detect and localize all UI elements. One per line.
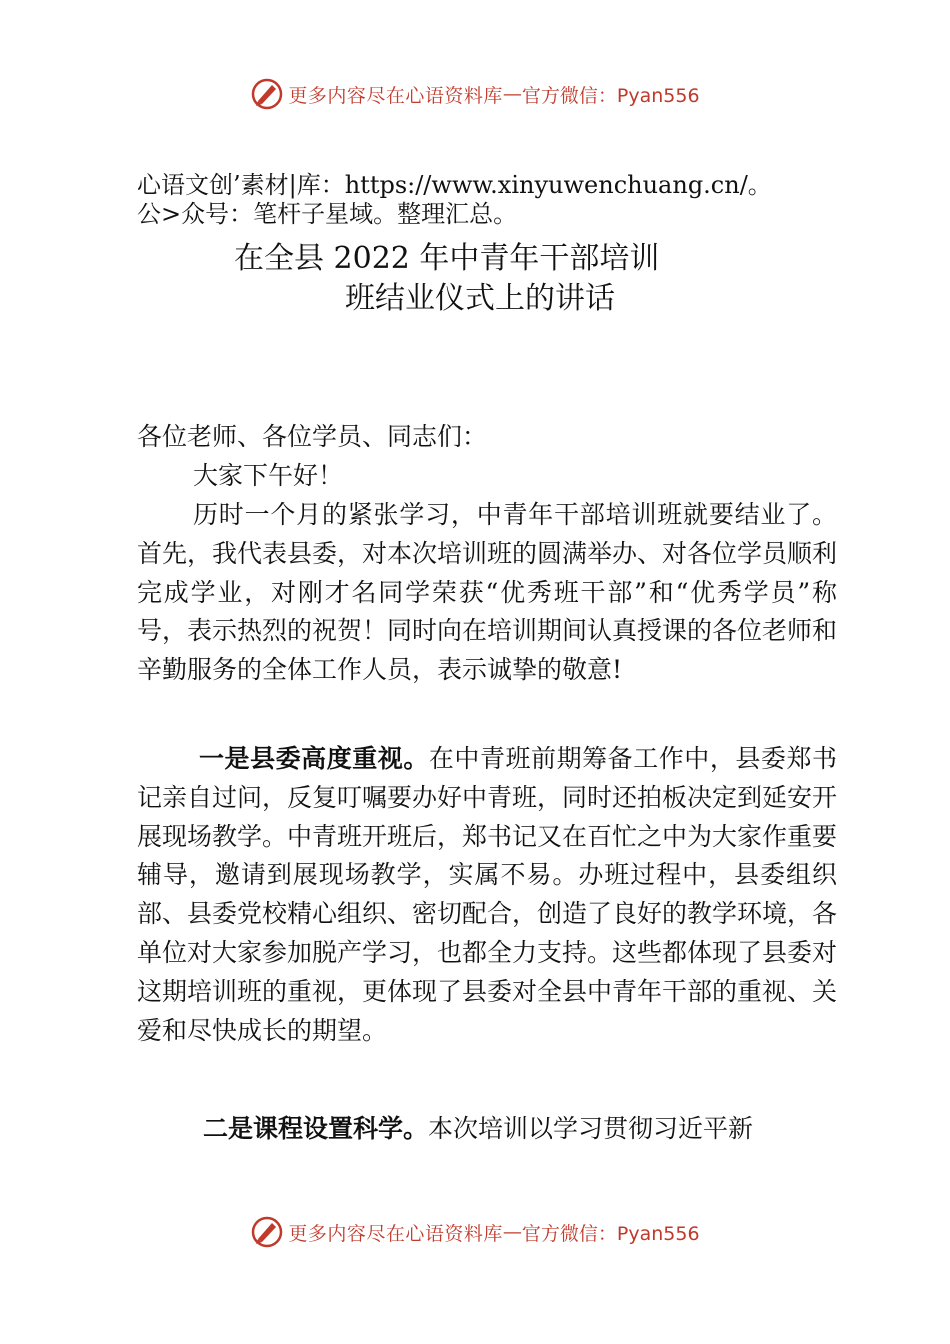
paragraph-3-text: 本次培训以学习贯彻习近平新 (428, 1114, 754, 1143)
banner-text: 更多内容尽在心语资料库 (288, 1222, 503, 1245)
footer-banner (0, 1212, 950, 1252)
pen-logo-icon (250, 77, 284, 111)
paragraph-2-heading: 一是县委高度重视。 (199, 744, 429, 773)
paragraph-2 (137, 740, 837, 1050)
banner-separator: — (502, 83, 522, 105)
banner-wechat: 官方微信：Pyan556 (521, 84, 700, 107)
paragraph-3 (137, 1110, 837, 1149)
document-title-line-1: 在全县 2022 年中青年干部培训 (234, 241, 660, 276)
paragraph-2-text: 在中青班前期筹备工作中，县委郑书记亲自过问，反复叮嘱要办好中青班，同时还拍板决定到延安开展现场教学。中青班开班后，郑书记又在百忙之中为大家作重要辅导，邀请到展现场教学，实属不易。办班过程中，县委组织部、县委党校精心组织、密切配合，创造了良好的教学环境，各单位对大家参加脱产学习，也都全力支持。这些都体现了县委对这期培训班的重视，更体现了县委对全县中青年干部的重视、关爱和尽快成长的期望。 (137, 744, 838, 1045)
pen-logo-icon (250, 1215, 284, 1249)
banner-wechat: 官方微信：Pyan556 (521, 1222, 700, 1245)
banner-separator: — (502, 1221, 522, 1243)
paragraph-1: 历时一个月的紧张学习，中青年干部培训班就要结业了。首先，我代表县委，对本次培训班的圆满举办、对各位学员顺利完成学业，对刚才名同学荣获“优秀班干部”和“优秀学员”称号，表示热烈的祝贺！同时向在培训期间认真授课的各位老师和辛勤服务的全体工作人员，表示诚挚的敬意! (137, 500, 838, 685)
document-title-line-2: 班结业仪式上的讲话 (345, 281, 615, 316)
salutation: 各位老师、各位学员、同志们： (137, 422, 488, 451)
header-banner (0, 74, 950, 114)
banner-text: 更多内容尽在心语资料库 (288, 84, 503, 107)
source-line-2: 公>众号：笔杆子星域。整理汇总。 (137, 200, 518, 228)
source-line-1: 心语文创’素材|库：https://www.xinyuwenchuang.cn/。 (137, 171, 772, 199)
greeting: 大家下午好！ (193, 461, 344, 490)
paragraph-3-heading: 二是课程设置科学。 (203, 1114, 429, 1143)
